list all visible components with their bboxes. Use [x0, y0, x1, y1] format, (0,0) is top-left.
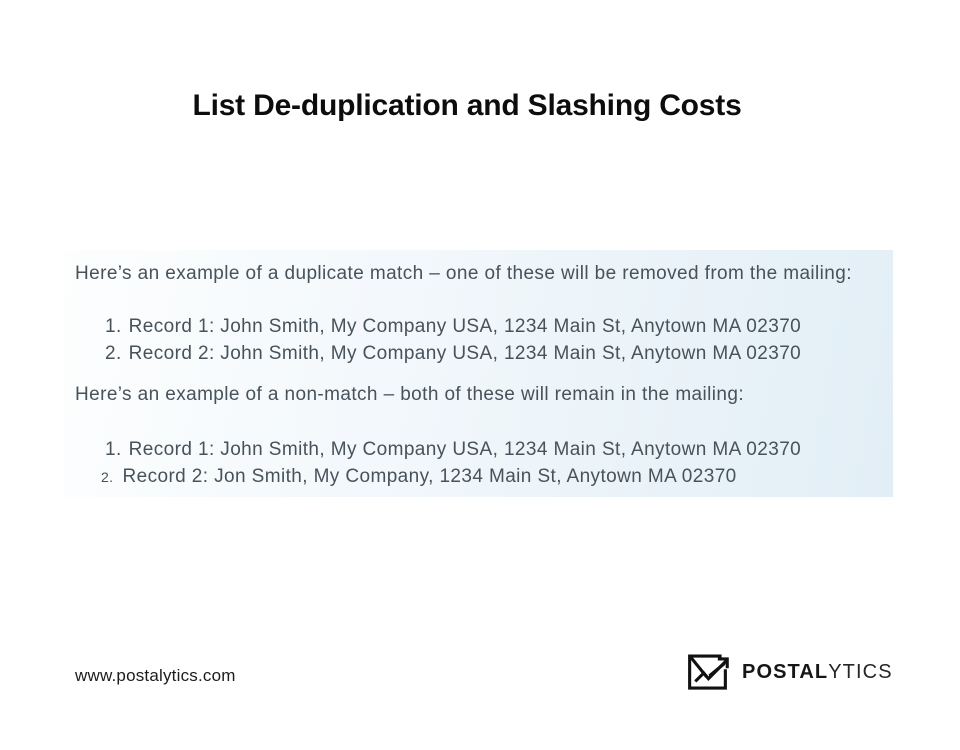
brand-name-light: YTICS — [828, 661, 893, 683]
record-text: Record 1: John Smith, My Company USA, 1234 Main St, Anytown MA 02370 — [128, 439, 802, 460]
list-item — [101, 466, 737, 488]
record-text: Record 2: John Smith, My Company USA, 1234 Main St, Anytown MA 02370 — [128, 343, 802, 364]
envelope-arrow-icon — [684, 651, 731, 695]
brand-name — [742, 661, 893, 684]
list-number: 1. — [105, 316, 122, 337]
list-item — [105, 439, 801, 461]
deduplication-example-panel — [64, 250, 893, 497]
list-number: 2. — [105, 343, 122, 364]
list-item — [105, 343, 801, 365]
brand-logo — [684, 650, 893, 695]
slide-title: List De-duplication and Slashing Costs — [192, 89, 742, 123]
website-url: www.postalytics.com — [75, 666, 236, 685]
duplicate-match-intro: Here’s an example of a duplicate match – one of these will be removed from the mailing: — [75, 263, 852, 284]
list-number: 2. — [101, 469, 114, 485]
record-text: Record 2: Jon Smith, My Company, 1234 Main St, Anytown MA 02370 — [122, 466, 737, 487]
brand-name-bold: POSTAL — [742, 661, 829, 683]
list-item — [105, 316, 801, 338]
record-text: Record 1: John Smith, My Company USA, 1234 Main St, Anytown MA 02370 — [128, 316, 802, 337]
non-match-intro: Here’s an example of a non-match – both of these will remain in the mailing: — [75, 384, 744, 405]
list-number: 1. — [105, 439, 122, 460]
